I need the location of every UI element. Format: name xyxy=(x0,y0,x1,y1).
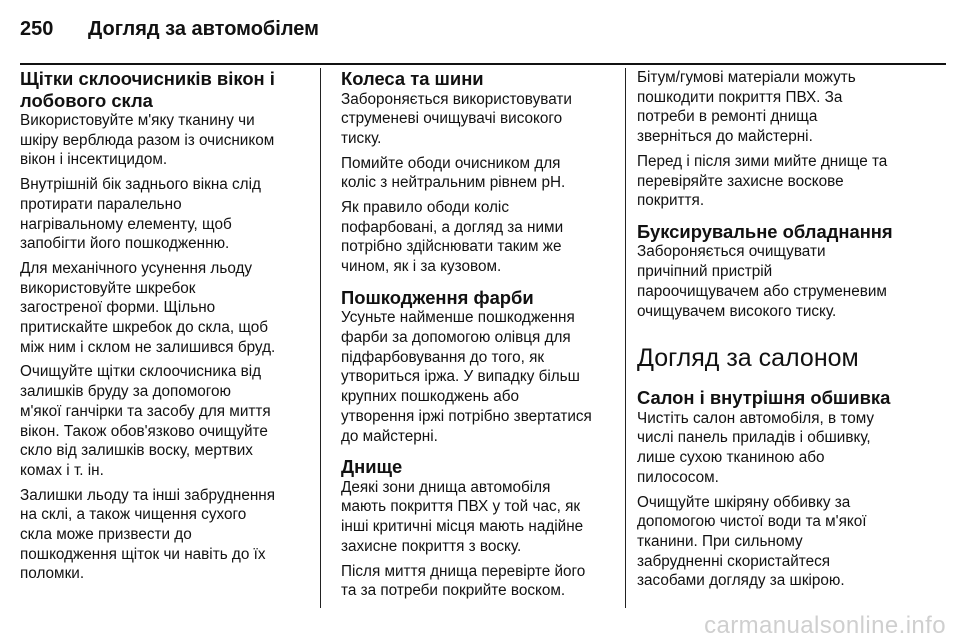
section-heading-underbody: Днище xyxy=(341,456,403,478)
column-2 xyxy=(341,68,613,606)
paragraph: Помийте ободи очисником для коліс з нейтральним рівнем pH. xyxy=(341,154,566,192)
section-heading-paint-damage: Пошкодження фарби xyxy=(341,286,534,308)
column-1 xyxy=(20,68,312,589)
page-title: Догляд за автомобілем xyxy=(88,17,319,40)
paragraph: Чистіть салон автомобіля, в тому числі панель приладів і обшивку, лише сухою тканиною або пилососом. xyxy=(637,409,875,486)
paragraph: Як правило ободи коліс пофарбовані, а догляд за ними потрібно здійснювати таким же чином, як і за кузовом. xyxy=(341,199,564,276)
paragraph: Використовуйте м'яку тканину чи шкіру верблюда разом із очисником вікон і інсектицидом. xyxy=(20,112,275,169)
chapter-heading-interior-care: Догляд за салоном xyxy=(637,344,859,373)
paragraph: Перед і після зими мийте днище та перевіряйте захисне воскове покриття. xyxy=(637,152,888,210)
paragraph: Очищуйте шкіряну оббивку за допомогою чистої води та м'якої тканини. При сильному забрудненні скористайтеся засобами догляду за шкірою. xyxy=(637,493,867,590)
section-heading-wipers: Щітки склоочисників вікон і лобового скла xyxy=(20,68,275,111)
paragraph: Очищуйте щітки склоочисника від залишків бруду за допомогою м'якої ганчірки та засобу для миття вікон. Також обов'язково очищуйте скло від залишків воску, мертвих комах і т. ін. xyxy=(20,363,271,479)
header-rule xyxy=(20,63,946,65)
page-number: 250 xyxy=(20,17,54,40)
column-3 xyxy=(637,68,909,596)
paragraph: Забороняється очищувати причіпний пристрій пароочищувачем або струменевим очищувачем високого тиску. xyxy=(637,243,887,320)
paragraph: Для механічного усунення льоду використовуйте шкребок загостреної форми. Щільно притискайте шкребок до скла, щоб між ним і склом не залишився бруд. xyxy=(20,259,276,356)
paragraph: Внутрішній бік заднього вікна слід протирати паралельно нагрівальному елементу, щоб запобігти його пошкодженню. xyxy=(20,176,261,253)
section-heading-interior: Салон і внутрішня обшивка xyxy=(637,387,891,409)
paragraph: Забороняється використовувати струменеві очищувачі високого тиску. xyxy=(341,90,572,147)
column-divider xyxy=(625,68,626,608)
watermark: carmanualsonline.info xyxy=(704,612,946,639)
paragraph: Бітум/гумові матеріали можуть пошкодити покриття ПВХ. За потреби в ремонті днища зверніться до майстерні. xyxy=(637,69,856,146)
section-heading-wheels: Колеса та шини xyxy=(341,68,484,89)
section-heading-towing: Буксирувальне обладнання xyxy=(637,220,893,242)
paragraph: Деякі зони днища автомобіля мають покриття ПВХ у той час, як інші критичні місця мають надійне захисне покриття з воску. xyxy=(341,478,584,555)
page-header xyxy=(20,14,319,44)
column-divider xyxy=(320,68,321,608)
paragraph: Після миття днища перевірте його та за потреби покрийте воском. xyxy=(341,562,586,600)
paragraph: Залишки льоду та інші забруднення на склі, а також чищення сухого скла може призвести до пошкодження щіток чи навіть до їх поломки. xyxy=(20,486,276,583)
paragraph: Усуньте найменше пошкодження фарби за допомогою олівця для підфарбовування до того, як утвориться іржа. У випадку більш крупних пошкоджень або утворення іржі потрібно звертатися до майстерні. xyxy=(341,309,592,445)
